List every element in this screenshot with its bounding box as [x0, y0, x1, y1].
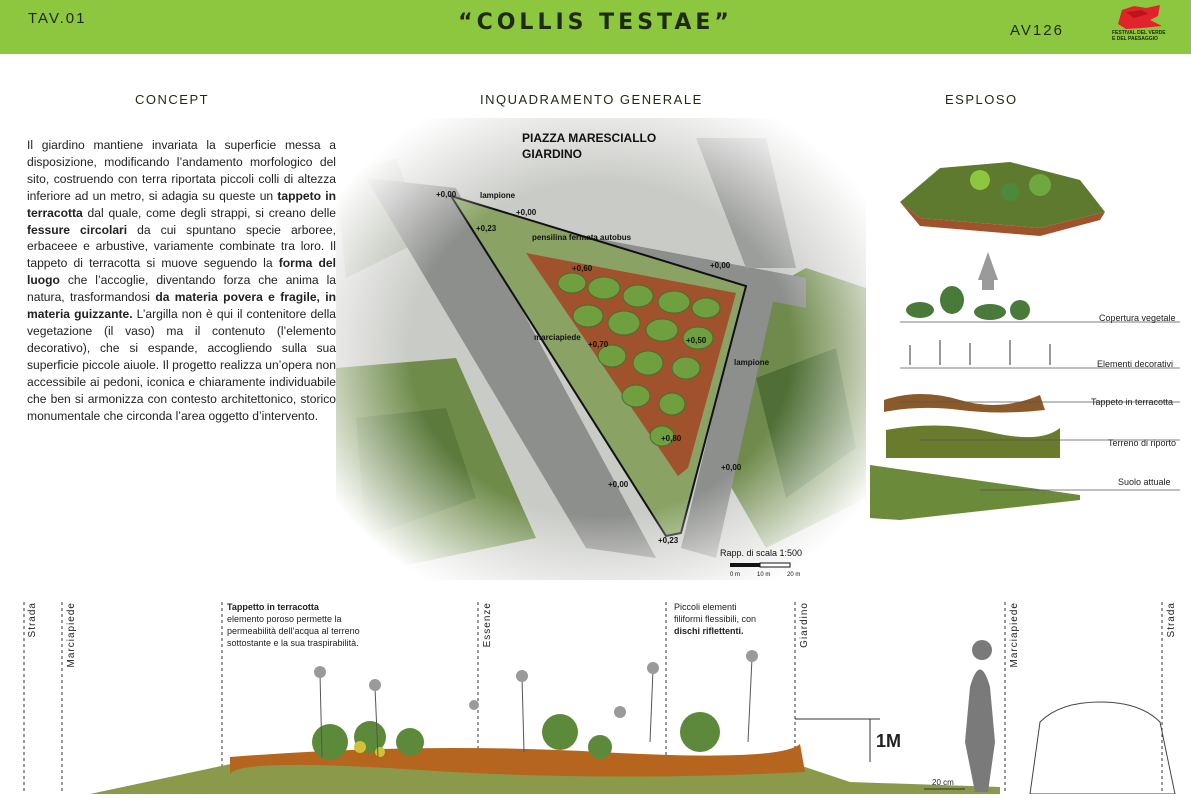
height-label: +0,80	[661, 434, 682, 443]
scale-tick: 20 m	[787, 572, 801, 578]
concept-run: da cui spuntano specie arboree, erbaceee e arbustive, variamente combinate tra loro. Il tappeto di terracotta si muove seguendo la	[27, 222, 336, 271]
height-label: +0,00	[710, 261, 731, 270]
terracotta-note	[227, 601, 362, 649]
note-body: elemento poroso permette la permeabilità dell’acqua al terreno sottostante e la sua traspirabilità.	[227, 614, 360, 648]
concept-run: che l’accoglie, diventando forza che anima la natura, trasformandosi	[27, 273, 336, 305]
page-title: “COLLIS TESTAE”	[458, 10, 733, 35]
layer-label: Terreno di riporto	[1108, 438, 1177, 448]
layer-label: Elementi decorativi	[1097, 359, 1174, 369]
note-title: Tappetto in terracotta	[227, 602, 319, 612]
height-label: +0,00	[516, 208, 537, 217]
giardino-label: Giardino	[799, 602, 810, 648]
scale-tick: 10 m	[757, 572, 771, 578]
concept-bold-text: forma del luogo	[27, 256, 336, 288]
exploded-layers-image	[860, 140, 1191, 520]
concept-heading: CONCEPT	[135, 92, 210, 107]
strada-right-label: Strada	[1166, 602, 1177, 638]
elements-note	[674, 601, 764, 637]
height-label: +0,00	[436, 190, 457, 199]
concept-bold-text: tappeto in terracotta	[27, 188, 337, 220]
layer-label: Tappeto in terracotta	[1091, 397, 1174, 407]
concept-run: L’argilla non è qui il contenitore della vegetazione (il vaso) ma il contenuto (l’elemento decorativo), che si espande, accogliendo sulla sua superficie piccole aiuole. Il progetto realizza un’opera non accessibile ai pedoni, iconica e chiaramente individuabile che ben si armonizza con contesto architettonico, storico monumentale che circonda l’area oggetto d’intervento.	[27, 307, 337, 423]
height-label: +0,60	[572, 264, 593, 273]
concept-text	[27, 137, 336, 424]
concept-bold-text: da materia povera e fragile, in materia guizzante.	[27, 290, 337, 322]
note-body: Piccoli elementi filiformi flessibili, con	[674, 602, 757, 624]
festival-logo	[1112, 2, 1170, 52]
marciapiede-left-label: Marciapiede	[66, 602, 77, 668]
place-name-line2: GIARDINO	[522, 147, 582, 161]
scale-bar	[728, 562, 808, 570]
marciapiede-right-label: Marciapiede	[1009, 602, 1020, 668]
aerial-plan-image	[336, 118, 866, 580]
site-plan-map	[336, 118, 866, 580]
exploded-view	[860, 140, 1191, 520]
logo-mark-icon	[1112, 2, 1170, 32]
layer-label: Copertura vegetale	[1099, 313, 1176, 323]
height-label: +0,00	[608, 480, 629, 489]
concept-bold-text: fessure circolari	[27, 222, 128, 237]
height-label: +0,23	[476, 224, 497, 233]
concept-run: dal quale, come degli strappi, si creano delle	[82, 205, 336, 220]
height-label: +0,00	[721, 463, 742, 472]
concept-run: Il giardino mantiene invariata la superficie messa a disposizione, modificando l’andamento morfologico del sito, costruendo con terra riportata piccoli colli di altezza inferiore ad un metro, si adagia su queste un	[27, 138, 336, 203]
lampione-label: lampione	[734, 358, 770, 367]
sheet-number: TAV.01	[28, 10, 87, 27]
essenze-label: Essenze	[482, 602, 493, 648]
pensilina-label: pensilina fermata autobus	[532, 233, 632, 242]
cross-section	[0, 592, 1191, 794]
cm-label: 20 cm	[932, 778, 954, 787]
place-name-line1: PIAZZA MARESCIALLO	[522, 131, 657, 145]
scale-label: Rapp. di scala 1:500	[720, 548, 803, 558]
height-label: +0,50	[686, 336, 707, 345]
inquadramento-heading: INQUADRAMENTO GENERALE	[480, 92, 703, 107]
project-code: AV126	[1010, 22, 1064, 39]
marciapiede-label: marciapiede	[534, 333, 581, 342]
logo-text: FESTIVAL DEL VERDE E DEL PAESAGGIO	[1112, 30, 1166, 42]
height-1m-label: 1M	[876, 731, 902, 751]
esploso-heading: ESPLOSO	[945, 92, 1018, 107]
layer-label: Suolo attuale	[1118, 477, 1171, 487]
lampione-label: lampione	[480, 191, 516, 200]
scale-tick: 0 m	[730, 572, 741, 578]
height-label: +0,23	[658, 536, 679, 545]
height-label: +0,70	[588, 340, 609, 349]
note-bold: dischi riflettenti.	[674, 626, 744, 636]
strada-left-label: Strada	[27, 602, 38, 638]
